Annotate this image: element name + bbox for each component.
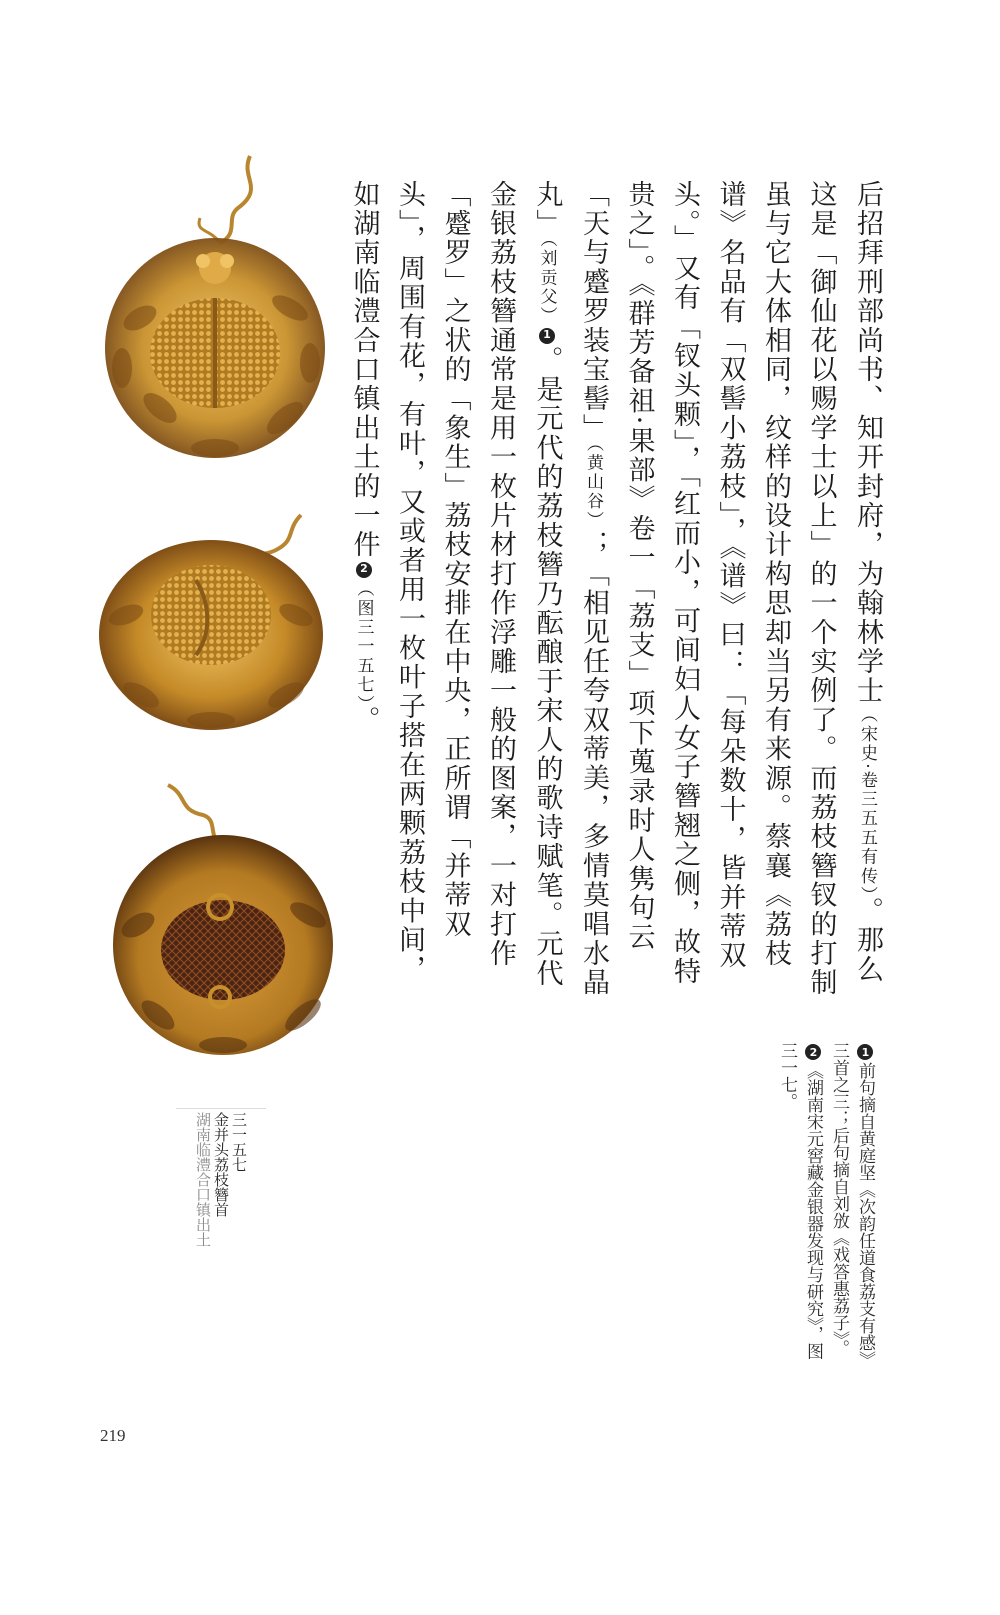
lychee-hairpin-image-3 [108,775,348,1075]
caption-source: 湖南临澧合口镇出土 [194,1112,212,1247]
caption-title: 金并头荔枝簪首 [212,1112,230,1217]
citation-liu-gongfu: （刘贡父） [536,238,557,326]
lychee-hairpin-image-1 [100,148,340,468]
body-text-part-4: 。是元代的荔枝簪乃酝酿于宋人的歌诗赋笔。元代金银荔枝簪通常是用一枚片材打作浮雕一般的图案，一对打作「蹙罗」之状的「象生」荔枝安排在中央，正所谓「并蒂双头」，周围有花，有叶，又或者用一枚叶子搭在两颗荔枝中间，如湖南临澧合口镇出土的一件 [348,180,563,989]
citation-huang-shangu: （黄山谷） [583,442,603,531]
body-text-part-1: 后招拜刑部尚书、知开封府，为翰林学士 [852,180,883,706]
body-text-part-2: 。那么这是「御仙花以赐学士以上」的一个实例了。而荔枝簪钗的打制虽与它大体相同，纹样的设计构思却当另有来源。蔡襄《荔枝谱》名品有「双髻小荔枝」，《谱》曰：「每朵数十，皆并蒂双头。」又有「钗头颗」，「红而小，可间妇人女子簪翘之侧，故特贵之」。《群芳备祖·果部》卷一「荔支」项下蒐录时人隽句云「天与蹙罗装宝髻」 [578,180,883,998]
footnote-marker-1[interactable]: 1 [540,328,554,344]
footnote-1-marker: 1 [859,1045,872,1059]
footnote-2-text: 《湖南宋元窖藏金银器发现与研究》，图三一七。 [777,1042,823,1360]
body-text-part-5: 。 [348,705,380,735]
footnotes [758,1042,878,1362]
body-text-part-3: ；「相见任夸双蒂美，多情莫唱水晶丸」 [531,180,609,998]
figure-reference[interactable]: （图三一五七） [353,579,374,706]
figure-caption [188,1112,248,1262]
main-text-column [348,180,890,1000]
footnote-1-text: 前句摘自黄庭坚《次韵任道食荔支有感》三首之三；后句摘自刘攽《戏答惠荔子》。 [829,1042,875,1360]
caption-divider [176,1108,266,1109]
lychee-hairpin-image-2 [96,505,336,745]
page-number: 219 [100,1426,126,1445]
footnote-2-marker: 2 [807,1045,820,1059]
footnote-marker-2[interactable]: 2 [357,562,371,578]
caption-number: 三一五七 [230,1112,248,1172]
citation-song-shi: （宋史·卷三五五有传） [857,705,877,897]
